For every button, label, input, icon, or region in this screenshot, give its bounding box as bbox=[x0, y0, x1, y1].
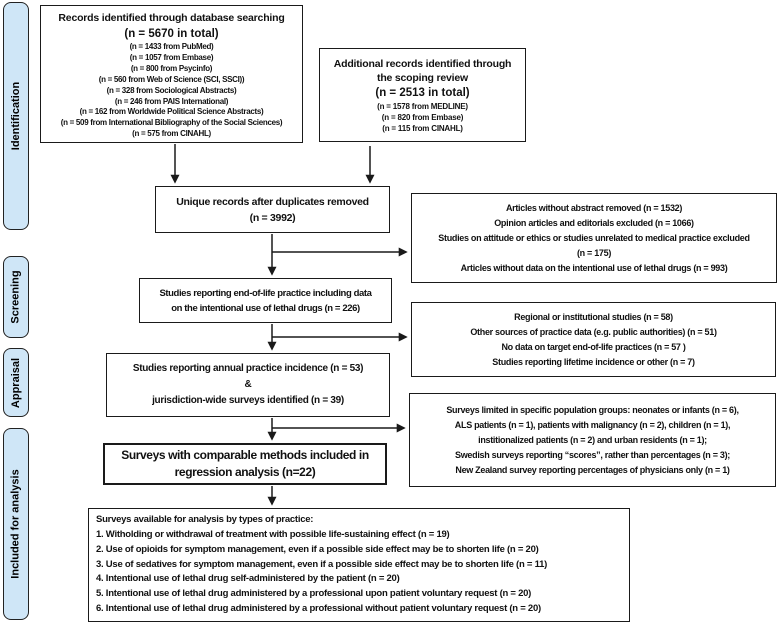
box-title: the scoping review bbox=[377, 72, 468, 84]
box-line: Studies reporting end-of-life practice including data bbox=[159, 287, 372, 299]
detail-line: (n = 1057 from Embase) bbox=[129, 52, 214, 62]
box-line: regression analysis (n=22) bbox=[174, 465, 316, 479]
box-line: Opinion articles and editorials excluded (n = 1066) bbox=[494, 217, 694, 228]
detail-line: (n = 560 from Web of Science (SCI, SSCI)) bbox=[98, 74, 245, 84]
box-line: Articles without data on the intentional use of lethal drugs (n = 993) bbox=[460, 262, 728, 273]
box-line: 4. Intentional use of lethal drug self-administered by the patient (n = 20) bbox=[96, 573, 400, 585]
box-line: 6. Intentional use of lethal drug administered by a professional without patient voluntary request (n = 20) bbox=[96, 602, 541, 614]
box-excluded-appraisal bbox=[411, 302, 776, 377]
detail-line: (n = 328 from Sociological Abstracts) bbox=[106, 85, 237, 95]
stage-screening bbox=[3, 256, 29, 338]
detail-line: (n = 1578 from MEDLINE) bbox=[377, 102, 468, 111]
box-line: Unique records after duplicates removed bbox=[176, 195, 369, 208]
box-line: 3. Use of sedatives for symptom management, even if a possible side effect may be to shorten life (n = 11) bbox=[96, 558, 548, 570]
box-line: (n = 3992) bbox=[249, 211, 296, 224]
box-annual-incidence bbox=[106, 353, 390, 417]
box-surveys-by-practice bbox=[88, 508, 630, 622]
stage-label: Screening bbox=[10, 270, 22, 324]
box-additional-records-scoping bbox=[319, 48, 526, 142]
box-line: Surveys with comparable methods included in bbox=[121, 448, 369, 462]
stage-appraisal bbox=[3, 348, 29, 417]
box-line: (n = 175) bbox=[576, 247, 612, 258]
box-line: Studies reporting annual practice incidence (n = 53) bbox=[132, 363, 364, 374]
detail-line: (n = 246 from PAIS International) bbox=[114, 96, 229, 106]
box-title: Records identified through database searching bbox=[58, 12, 285, 24]
stage-included bbox=[3, 428, 29, 620]
box-line: institionalized patients (n = 2) and urban residents (n = 1); bbox=[478, 434, 707, 445]
box-excluded-surveys bbox=[409, 393, 776, 487]
box-line: Studies reporting lifetime incidence or other (n = 7) bbox=[492, 356, 695, 367]
box-excluded-screening bbox=[411, 193, 777, 283]
box-title: Additional records identified through bbox=[333, 58, 512, 70]
detail-line: (n = 509 from International Bibliography of the Social Sciences) bbox=[60, 118, 283, 128]
box-total: (n = 2513 in total) bbox=[375, 87, 470, 99]
box-regression-analysis bbox=[103, 443, 387, 485]
detail-line: (n = 820 from Embase) bbox=[381, 113, 464, 122]
detail-line: (n = 575 from CINAHL) bbox=[132, 129, 211, 139]
box-line: Studies on attitude or ethics or studies unrelated to medical practice excluded bbox=[438, 232, 750, 243]
stage-identification bbox=[3, 2, 29, 230]
box-line: 2. Use of opioids for symptom management, even if a possible side effect may be to shorten life (n = 20) bbox=[96, 543, 539, 555]
box-line: New Zealand survey reporting percentages of physicians only (n = 1) bbox=[455, 464, 730, 475]
box-line: & bbox=[244, 379, 252, 390]
stage-label: Included for analysis bbox=[10, 469, 23, 579]
box-line: Surveys limited in specific population groups: neonates or infants (n = 6), bbox=[446, 404, 739, 415]
box-line: Articles without abstract removed (n = 1532) bbox=[505, 202, 683, 213]
detail-line: (n = 800 from Psycinfo) bbox=[130, 63, 213, 73]
stage-label: Appraisal bbox=[10, 357, 23, 408]
box-line: Swedish surveys reporting “scores”, rather than percentages (n = 3); bbox=[455, 449, 730, 460]
box-line: No data on target end-of-life practices (n = 57 ) bbox=[501, 341, 686, 352]
box-line: jurisdiction-wide surveys identified (n = 39) bbox=[152, 395, 344, 406]
box-line: 1. Witholding or withdrawal of treatment with possible life-sustaining effect (n = 19) bbox=[96, 529, 450, 540]
box-records-database-searching bbox=[40, 5, 303, 143]
box-line: Surveys available for analysis by types of practice: bbox=[96, 514, 314, 526]
box-line: Other sources of practice data (e.g. public authorities) (n = 51) bbox=[470, 326, 717, 337]
stage-label: Identification bbox=[10, 81, 23, 151]
box-total: (n = 5670 in total) bbox=[124, 28, 219, 40]
box-line: ALS patients (n = 1), patients with malignancy (n = 2), children (n = 1), bbox=[454, 419, 731, 430]
detail-line: (n = 115 from CINAHL) bbox=[382, 124, 463, 133]
box-unique-records bbox=[155, 186, 390, 233]
box-line: on the intentional use of lethal drugs (n = 226) bbox=[171, 302, 360, 314]
box-line: Regional or institutional studies (n = 58) bbox=[514, 311, 673, 322]
box-eol-practice-studies bbox=[139, 278, 392, 323]
detail-line: (n = 1433 from PubMed) bbox=[129, 42, 214, 51]
box-line: 5. Intentional use of lethal drug administered by a professional upon patient voluntary request (n = 20) bbox=[96, 588, 532, 600]
detail-line: (n = 162 from Worldwide Political Science Abstracts) bbox=[79, 107, 264, 117]
